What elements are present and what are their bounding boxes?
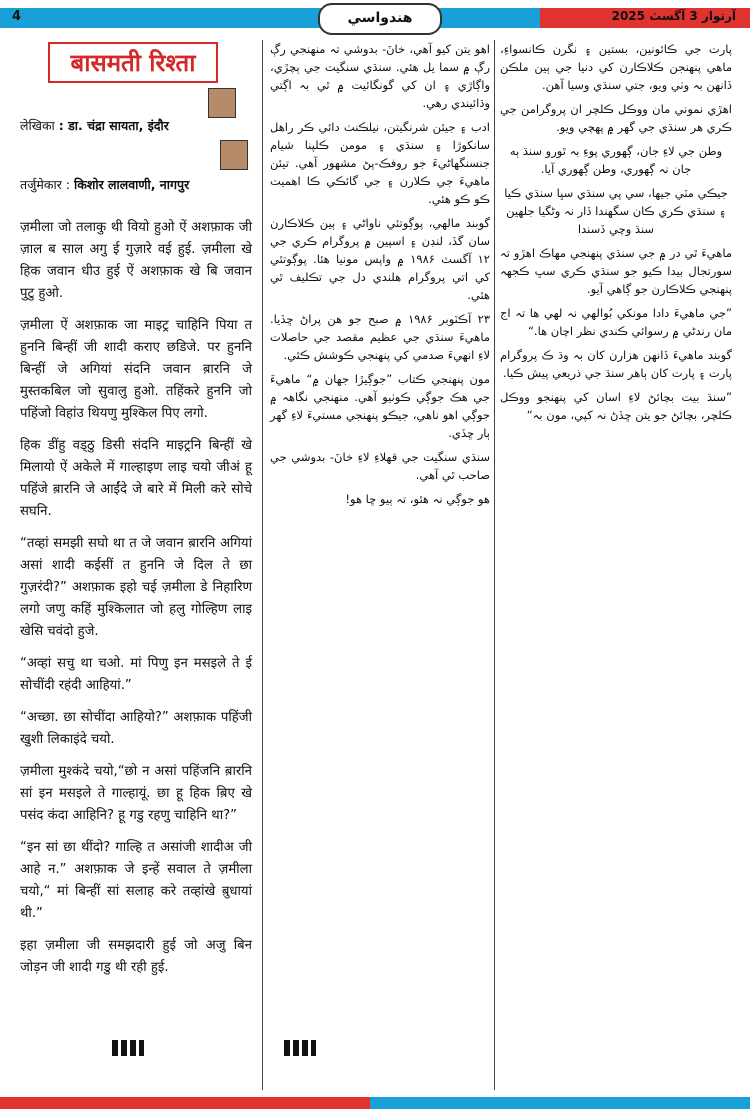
- paragraph-6: “अच्छा. छा सोचींदा आहियो?” अशफ़ाक पहिंजी खुशी लिकाइंदे चयो.: [20, 710, 252, 747]
- paragraph-7: ज़मीला मुश्कंदे चयो,“छो न असां पहिंजनि ब़ारनि सां इन मसइले ते गाल्हायूं. छा हू हिक ब़िए खे पसंद कंदा आहिनि? हू गडु रहणु चाहिनि था?”: [20, 764, 252, 823]
- paragraph-4: “तव्हां समझी सघो था त जे जवान ब़ारनि अगियां असां शादी कईसीं त हुननि जे दिल ते छा गुज़रंदी?” अशफ़ाक इहो चई ज़मीला डे निहारिण लगो जणु कहिं मुश्किलात जो हलु गोल्हिण लाइ खेसि चवंदो हुजे.: [20, 536, 252, 639]
- page-number: 4: [12, 9, 22, 24]
- author-label: लेखिका: [20, 118, 55, 133]
- translator-line: [20, 176, 252, 193]
- end-ornament-middle: [284, 1040, 316, 1056]
- author-photo: [208, 88, 236, 118]
- translator-label: तर्जुमेकार :: [20, 177, 71, 192]
- middle-paragraph: اهو يتن كيو آهي، خانَ- بدوشي تہ منهنجي رڳ رڳ ۾ سما يل هئي. سنڌي سنگيت جي ٻچڙي، واڳاڙي ۽ ان کي گونگائيت ۾ ٿي بہ اڳتي وڌائيندي رهي.: [270, 42, 490, 110]
- right-paragraph: ماهيءَ ٿي در ۾ جي سنڌي پنهنجي مهاڪ اهڙو تہ سورتجال بيدا ڪيو جو سنڌي ڪري سڀ ڪجهہ پنهنجي ڪلاڪارن جو ڳاهي آيو.: [500, 246, 732, 296]
- issue-date: آرتوار 3 آگسٽ 2025: [611, 9, 736, 23]
- paragraph-1: ज़मीला जो तलाकु थी वियो हुओ ऐं अशफ़ाक जी ज़ाल ब साल अगु ई गुज़ारे वई हुई. ज़मीला खे हिक जवान धीउ हुई ऐं अशफ़ाक खे बि जवान पुटु हुओ.: [20, 220, 252, 301]
- middle-paragraph: سنڌي سنگيت جي قهلاءِ لاءِ خانَ- بدوشي جي صاحب ٿي آهي.: [270, 450, 490, 482]
- author-name: : डा. चंद्रा सायता, इंदौर: [58, 118, 169, 133]
- paragraph-5: “अव्हां सचु था चओ. मां पिणु इन मसइले ते ई सोचींदी रहंदी आहियां.”: [20, 656, 252, 693]
- end-ornament-left: [112, 1040, 144, 1056]
- right-verse: وطن جي لاءِ جان، ڳهوري پوءِ بہ ٿورو سنڌ ٻه جان نہ ڳهوري، وطن ڳهوري آيا.: [509, 144, 723, 176]
- paragraph-9: इहा ज़मीला जी समझदारी हुई जो अजु बिन जोड़न जी शादी गडु थी रही हुई.: [20, 938, 252, 975]
- paragraph-3: हिक डींहु वड्ठु डिसी संदनि माइट्रनि बिन्हीं खे मिलायो ऐं अकेले में गाल्हाइण लाइ चयो जीअं हू पहिंजे ब़ारनि जे आईंदे जे बारे में मिली करे सोचे सघनि.: [20, 438, 252, 519]
- sindhi-column-right: [500, 40, 732, 430]
- translator-name: किशोर लालवाणी, नागपुर: [74, 177, 190, 192]
- page-header: [0, 0, 750, 32]
- footer-band-red: [0, 1097, 370, 1109]
- middle-paragraph: ۲۳ آڪٽوبر ۱۹۸۶ ۾ صبح جو هن پراڻ ڇڏيا. ماهيءَ سنڌي جي عظيم مقصد جي حاصلات لاءِ انهيءَ صدمي کي پنهنجي ڪوشش ڪئي.: [270, 312, 490, 362]
- paragraph-8: “इन सां छा थींदो? गाल्हि त असांजी शादीअ जी आहे न.” अशफ़ाक जे इन्हें सवाल ते ज़मीला चयो,“ मां बिन्हीं सां सलाह करे तव्हांखे ब़ुधायां थी.”: [20, 840, 252, 921]
- translator-photo: [220, 140, 248, 170]
- article-title: बासमती रिश्ता: [48, 42, 218, 83]
- middle-paragraph: ادب ۽ جيئن شرنگيتن، نيلڪنٺ دائي ڪر راهل سانکوڙا ۽ سنڌي ۽ مومن ڪلپنا شيام جنسنگهاڻيءَ جو روفڪ-پڻ مشهور آهي. تيئن ماهيءَ جي ڪلارن ۽ جي گائڪي ڪا اهميت ڪو ڪو هئي.: [270, 120, 490, 206]
- column-divider: [262, 40, 263, 1090]
- paragraph-2: ज़मीला ऐं अशफ़ाक जा माइट्र चाहिनि पिया त हुननि बिन्हीं जी शादी कराए छडिजे. पर हुननि बिन्हीं जे अगियां संदनि जवान ब़ारनि जे मुस्तकबिल जो सुवालु हुओ. तहिंकरे हुननि जो पहिंजो विहांउ थियणु मुश्किल पिए लगो.: [20, 318, 252, 421]
- right-paragraph: گوبند ماهيءَ ڏانهن هزارن کان بہ وڌ ڪ پروگرام پارت ۽ پارت کان ٻاهر سنڌ جي ذريعي پيش ڪيا.: [500, 348, 732, 380]
- right-paragraph: ”سنڌ بيت بچائڻ لاءِ اسان کي پنهنجو ووڪل ڪلچر، بچائڻ جو يتن ڇڏڻ نہ کپي، مون بہ“: [500, 390, 732, 422]
- right-paragraph: اهڙي نموني مان ووڪل ڪلچر ان پروگرامن جي ڪري هر سنڌي جي گهر ۾ پهچي ويو.: [500, 102, 732, 134]
- newspaper-logo: هندواسي: [318, 3, 442, 35]
- middle-paragraph: گوبند مالهي، پوڳوتئي ناواڻي ۽ ٻين ڪلاڪارن سان گڏ، لنڊن ۽ اسپين ۾ پروگرام ڪري جي ۱۲ آگسٽ ۱۹۸۶ ۾ واپس مونيا هئا. پوڳوتئي کي اتي پروگرام هلندي دل جي تڪليف ٿي هئي.: [270, 216, 490, 302]
- right-paragraph: ”جي ماهيءَ دادا مونکي بُوالهي نہ لهي ها تہ اج مان رندڻي ۾ رسوائي ڪندي نظر اچان ها.“: [500, 306, 732, 338]
- sindhi-column-middle: [270, 40, 490, 514]
- right-paragraph: پارت جي ڪائونين، بستين ۽ نگرن ڪانسواءِ، ماهي پنهنجن ڪلاڪارن کي دنيا جي ٻين ملڪن ڏانهن بہ وٺي ويو، جتي سنڌي وسيا آهن.: [500, 42, 732, 92]
- article-column: [20, 40, 252, 979]
- middle-paragraph: هو جوڳي نہ هئو، تہ ٻيو ڇا هو!: [345, 492, 490, 506]
- author-line: [20, 117, 252, 134]
- column-divider: [494, 40, 495, 1090]
- right-verse: جيڪي مٽي جيها، سي پي سنڌي سڀا سنڌي ڪيا ۽ سنڌي ڪري ڪان سگهندا ڏار نہ وڻگيا جلهين سنڌ وچي ڏسندا: [504, 186, 728, 236]
- middle-paragraph: مون پنهنجي ڪتاب ”جوڳيڙا جهان ۾“ ماهيءَ جي هڪ جوڳي ڪوٺيو آهي. منهنجي نگاهہ ۾ جوڳي اهو ناهي، جيڪو پنهنجي مستيءَ لاءِ گهر ٻار ڇڏي.: [270, 372, 490, 440]
